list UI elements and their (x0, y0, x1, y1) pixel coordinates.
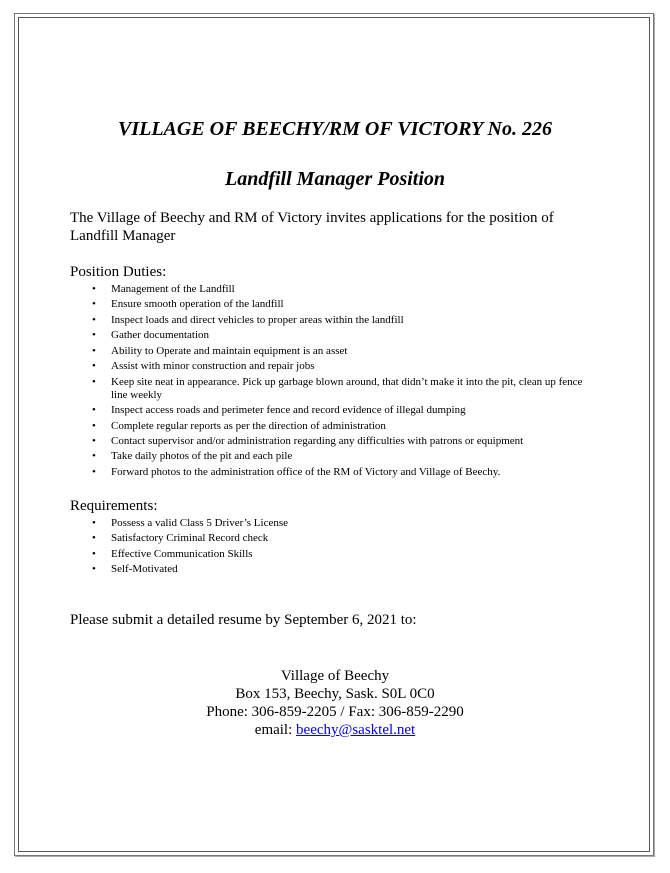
list-item-text: Management of the Landfill (111, 283, 235, 295)
list-item-text: Take daily photos of the pit and each pile (111, 450, 293, 463)
list-item (92, 404, 592, 417)
list-item (92, 283, 592, 296)
list-item (92, 466, 592, 479)
list-item (92, 298, 592, 311)
list-item (92, 548, 592, 561)
list-item (92, 360, 592, 373)
bullet-icon: • (92, 450, 96, 463)
duties-heading: Position Duties: (70, 264, 167, 280)
bullet-icon: • (92, 329, 96, 342)
list-item-text: Ensure smooth operation of the landfill (111, 298, 284, 311)
address-name: Village of Beechy (280, 668, 390, 684)
list-item (92, 450, 592, 463)
list-item-text: Ability to Operate and maintain equipment is an asset (111, 344, 348, 357)
list-item (92, 329, 592, 342)
email-link[interactable]: beechy@sasktel.net (296, 722, 416, 738)
requirements-list (92, 517, 592, 579)
list-item-text: Self-Motivated (111, 563, 178, 576)
bullet-icon: • (92, 465, 96, 478)
bullet-icon: • (92, 298, 96, 311)
bullet-icon: • (92, 547, 96, 560)
list-item-text: Complete regular reports as per the direction of administration (111, 419, 386, 432)
list-item-text: Forward photos to the administration office of the RM of Victory and Village of Beechy. (111, 465, 501, 478)
list-item (92, 563, 592, 576)
duties-list (92, 283, 592, 481)
list-item-text: Gather documentation (111, 329, 210, 342)
bullet-icon: • (92, 517, 96, 529)
list-item (92, 376, 592, 402)
list-item (92, 314, 592, 327)
address-phone-fax: Phone: 306-859-2205 / Fax: 306-859-2290 (206, 704, 464, 720)
list-item-text: Inspect loads and direct vehicles to proper areas within the landfill (111, 313, 404, 326)
address-box: Box 153, Beechy, Sask. S0L 0C0 (235, 686, 435, 702)
list-item (92, 532, 592, 545)
position-subtitle: Landfill Manager Position (224, 168, 446, 190)
list-item-text: Possess a valid Class 5 Driver’s License (111, 517, 288, 529)
requirements-heading: Requirements: (70, 498, 158, 514)
bullet-icon: • (92, 404, 96, 417)
page-title: VILLAGE OF BEECHY/RM OF VICTORY No. 226 (118, 118, 552, 140)
bullet-icon: • (92, 313, 96, 326)
address-email-line (70, 721, 600, 739)
bullet-icon: • (92, 344, 96, 357)
list-item-text: Keep site neat in appearance. Pick up garbage blown around, that didn’t make it into the pit, clean up fence line weekly (111, 375, 583, 401)
bullet-icon: • (92, 375, 96, 388)
list-item (92, 345, 592, 358)
bullet-icon: • (92, 283, 96, 295)
list-item-text: Inspect access roads and perimeter fence and record evidence of illegal dumping (111, 404, 466, 417)
list-item (92, 517, 592, 530)
contact-address (70, 667, 600, 739)
bullet-icon: • (92, 419, 96, 432)
submit-instructions: Please submit a detailed resume by September 6, 2021 to: (70, 612, 417, 628)
list-item (92, 420, 592, 433)
list-item-text: Satisfactory Criminal Record check (111, 532, 269, 545)
bullet-icon: • (92, 563, 96, 576)
email-label: email: (254, 722, 297, 738)
list-item-text: Assist with minor construction and repair jobs (111, 360, 315, 373)
intro-paragraph: The Village of Beechy and RM of Victory invites applications for the position of Landfill Manager (70, 210, 554, 244)
bullet-icon: • (92, 532, 96, 545)
bullet-icon: • (92, 360, 96, 373)
list-item (92, 435, 592, 448)
list-item-text: Contact supervisor and/or administration regarding any difficulties with patrons or equipment (111, 434, 524, 447)
bullet-icon: • (92, 434, 96, 447)
list-item-text: Effective Communication Skills (111, 547, 253, 560)
